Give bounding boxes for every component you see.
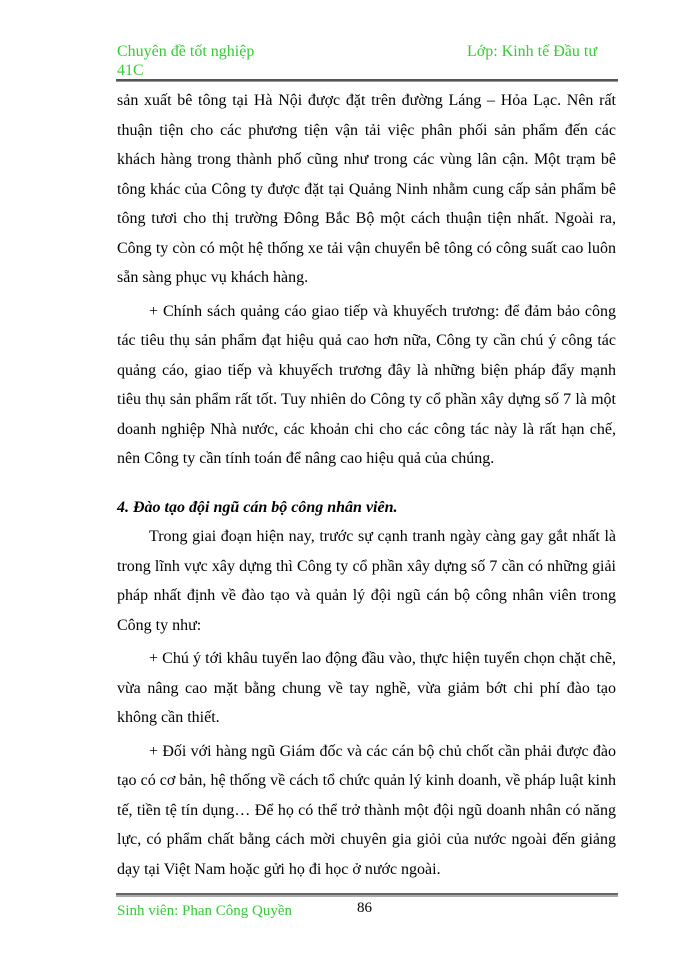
paragraph-advertising-policy: + Chính sách quảng cáo giao tiếp và khuyếch trương: để đảm bảo công tác tiêu thụ sản phẩm đạt hiệu quả cao hơn nữa, Công ty cần chú ý công tác quảng cáo, giao tiếp và khuyếch trương đây là những biện pháp đẩy mạnh tiêu thụ sản phẩm rất tốt. Tuy nhiên do Công ty cổ phần xây dựng số 7 là một doanh nghiệp Nhà nước, các khoản chi cho các công tác này là rất hạn chế, nên Công ty cần tính toán để nâng cao hiệu quả của chúng. [117, 302, 616, 467]
paragraph-recruitment: + Chú ý tới khâu tuyển lao động đầu vào, thực hiện tuyển chọn chặt chẽ, vừa nâng cao mặt bằng chung về tay nghề, vừa giảm bớt chi phí đào tạo không cần thiết. [117, 650, 616, 726]
footer-divider [116, 893, 618, 897]
document-body [117, 86, 616, 884]
footer-student-name: Sinh viên: Phan Công Quyền [117, 903, 292, 919]
paragraph-training-intro: Trong giai đoạn hiện nay, trước sự cạnh tranh ngày càng gay gắt nhất là trong lĩnh vực xây dựng thì Công ty cổ phần xây dựng số 7 cần có những giải pháp nhất định về đào tạo và quản lý đội ngũ cán bộ công nhân viên trong Công ty như: [117, 528, 616, 634]
section-heading: 4. Đào tạo đội ngũ cán bộ công nhân viên. [117, 498, 398, 516]
page-number: 86 [357, 900, 372, 916]
header-class-name: Lớp: Kinh tế Đầu tư [467, 43, 597, 60]
header-course-title [117, 42, 254, 80]
paragraph-continuation: sản xuất bê tông tại Hà Nội được đặt trên đường Láng – Hỏa Lạc. Nên rất thuận tiện cho các phương tiện vận tải việc phân phối sản phẩm đến các khách hàng trong thành phố cũng như trong các vùng lân cận. Một trạm bê tông khác của Công ty được đặt tại Quảng Ninh nhằm cung cấp sản phẩm bê tông tươi cho thị trường Đông Bắc Bộ một cách thuận tiện nhất. Ngoài ra, Công ty còn có một hệ thống xe tải vận chuyển bê tông có công suất cao luôn sẵn sàng phục vụ khách hàng. [117, 92, 616, 286]
header-title-line: Chuyên đề tốt nghiệp [117, 43, 255, 60]
header-class-code: 41C [117, 62, 144, 79]
paragraph-management-training: + Đối với hàng ngũ Giám đốc và các cán bộ chủ chốt cần phải được đào tạo có cơ bản, hệ thống về cách tổ chức quản lý kinh doanh, về pháp luật kinh tế, tiền tệ tín dụng… Để họ có thể trở thành một đội ngũ doanh nhân có năng lực, có phẩm chất bằng cách mời chuyên gia giỏi của nước ngoài đến giảng dạy tại Việt Nam hoặc gửi họ đi học ở nước ngoài. [117, 742, 616, 878]
header-divider [116, 79, 618, 82]
